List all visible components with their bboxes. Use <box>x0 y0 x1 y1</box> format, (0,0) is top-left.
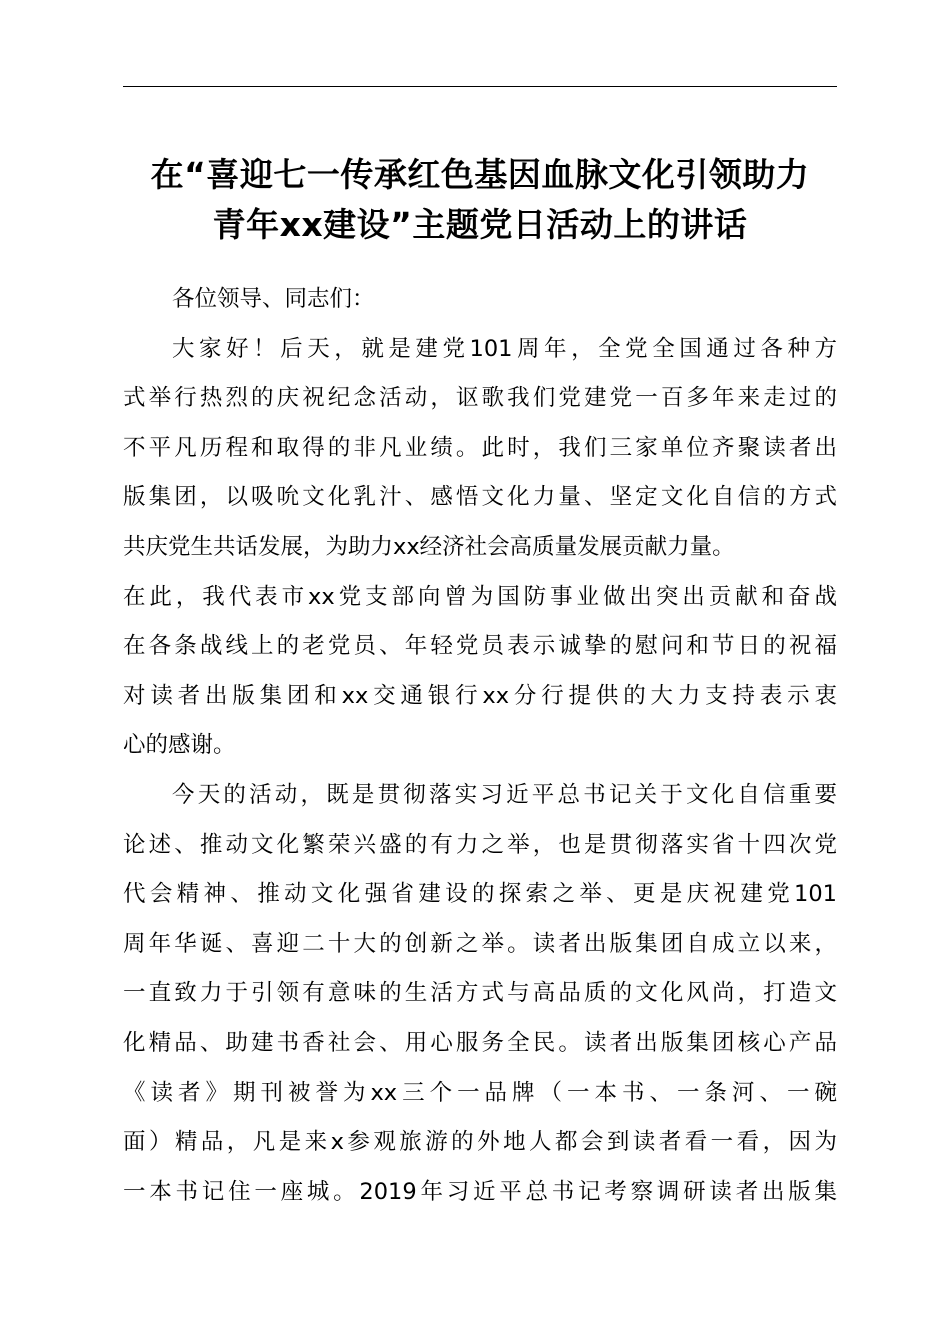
paragraph-line: 今天的活动，既是贯彻落实习近平总书记关于文化自信重要 <box>172 781 837 808</box>
paragraph-line: 心的感谢。 <box>123 732 236 759</box>
paragraph-line: 式举行热烈的庆祝纪念活动，讴歌我们党建党一百多年来走过的 <box>123 385 837 412</box>
paragraph-line: 一本书记住一座城。2019年习近平总书记考察调研读者出版集 <box>123 1178 837 1205</box>
paragraph-line: 周年华诞、喜迎二十大的创新之举。读者出版集团自成立以来， <box>123 930 837 957</box>
paragraph-line: 化精品、助建书香社会、用心服务全民。读者出版集团核心产品 <box>123 1029 837 1056</box>
document-body <box>123 275 837 1217</box>
document-title <box>110 150 850 250</box>
paragraph-line: 《读者》期刊被誉为xx三个一品牌（一本书、一条河、一碗 <box>123 1079 837 1106</box>
paragraph-line: 不平凡历程和取得的非凡业绩。此时，我们三家单位齐聚读者出 <box>123 434 837 461</box>
paragraph-line: 面）精品，凡是来x参观旅游的外地人都会到读者看一看，因为 <box>123 1129 837 1156</box>
salutation: 各位领导、同志们： <box>172 286 375 312</box>
salutation-paragraph <box>123 275 837 325</box>
paragraph-1 <box>123 325 837 771</box>
title-line-1: 在“喜迎七一传承红色基因血脉文化引领助力 <box>150 155 810 194</box>
paragraph-2 <box>123 771 837 1217</box>
paragraph-line: 版集团，以吸吮文化乳汁、感悟文化力量、坚定文化自信的方式 <box>123 484 837 511</box>
paragraph-line: 对读者出版集团和xx交通银行xx分行提供的大力支持表示衷 <box>123 682 837 709</box>
header-rule <box>123 86 837 87</box>
paragraph-line: 在各条战线上的老党员、年轻党员表示诚挚的慰问和节日的祝福 <box>123 633 837 660</box>
paragraph-line: 共庆党生共话发展，为助力xx经济社会高质量发展贡献力量。 <box>123 533 735 560</box>
paragraph-line: 代会精神、推动文化强省建设的探索之举、更是庆祝建党101 <box>123 881 837 908</box>
paragraph-line: 论述、推动文化繁荣兴盛的有力之举，也是贯彻落实省十四次党 <box>123 831 837 858</box>
paragraph-line: 在此，我代表市xx党支部向曾为国防事业做出突出贡献和奋战 <box>123 583 837 610</box>
paragraph-line: 大家好！后天，就是建党101周年，全党全国通过各种方 <box>172 335 837 362</box>
paragraph-line: 一直致力于引领有意味的生活方式与高品质的文化风尚，打造文 <box>123 980 837 1007</box>
title-line-2: 青年xx建设”主题党日活动上的讲话 <box>212 205 748 244</box>
